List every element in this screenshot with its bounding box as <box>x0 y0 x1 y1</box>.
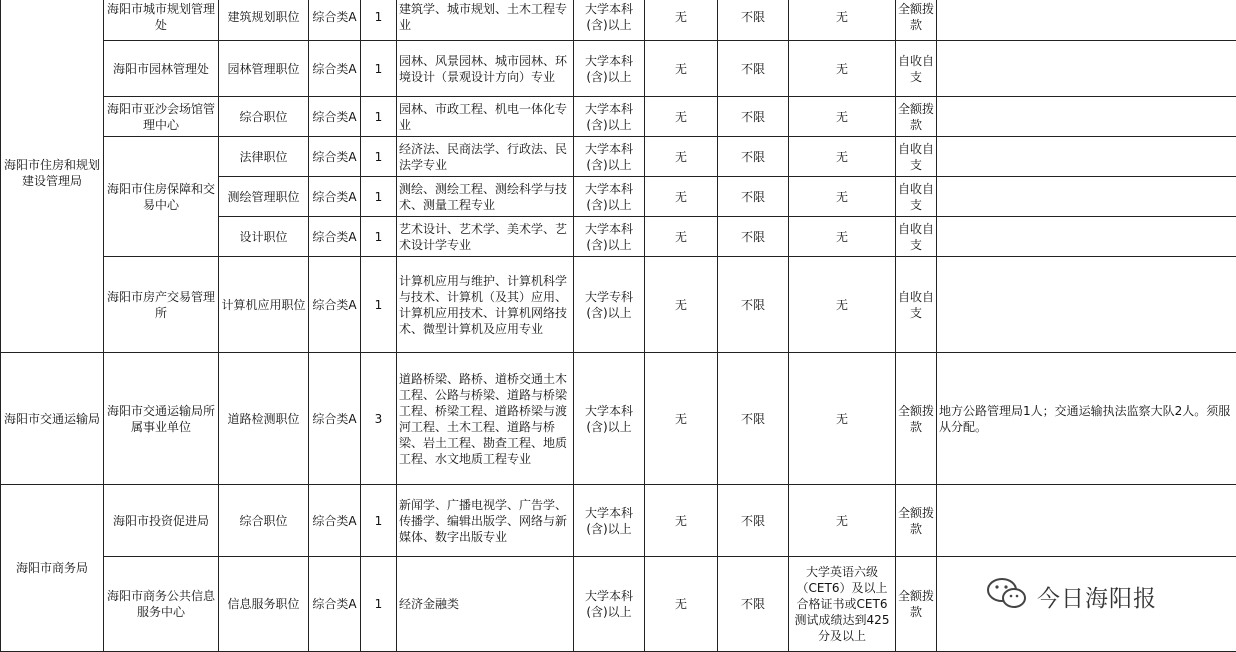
table-row <box>1 353 1236 485</box>
category-cell: 综合类A <box>309 257 361 353</box>
requirement-cell: 不限 <box>718 97 789 137</box>
unit-cell: 海阳市住房保障和交易中心 <box>104 137 219 257</box>
unit-cell: 海阳市交通运输局所属事业单位 <box>104 353 219 485</box>
education-cell: 大学本科(含)以上 <box>574 97 645 137</box>
requirement-cell: 无 <box>789 137 896 177</box>
unit-cell: 海阳市房产交易管理所 <box>104 257 219 353</box>
dept-cell: 海阳市住房和规划建设管理局 <box>1 0 104 353</box>
count-cell: 1 <box>361 0 397 41</box>
requirement-cell: 不限 <box>718 0 789 41</box>
note-cell <box>937 0 1236 41</box>
count-cell: 1 <box>361 177 397 217</box>
position-cell: 建筑规划职位 <box>219 0 309 41</box>
major-cell: 测绘、测绘工程、测绘科学与技术、测量工程专业 <box>397 177 574 217</box>
dept-cell: 海阳市商务局 <box>1 485 104 652</box>
position-cell: 计算机应用职位 <box>219 257 309 353</box>
funding-cell: 全额拨款 <box>896 557 937 652</box>
unit-cell: 海阳市园林管理处 <box>104 41 219 97</box>
category-cell: 综合类A <box>309 41 361 97</box>
education-cell: 大学本科(含)以上 <box>574 217 645 257</box>
funding-cell: 自收自支 <box>896 217 937 257</box>
position-cell: 法律职位 <box>219 137 309 177</box>
unit-cell: 海阳市亚沙会场馆管理中心 <box>104 97 219 137</box>
requirement-cell: 无 <box>645 353 718 485</box>
count-cell: 1 <box>361 485 397 557</box>
requirement-cell: 不限 <box>718 485 789 557</box>
education-cell: 大学专科(含)以上 <box>574 257 645 353</box>
unit-cell: 海阳市城市规划管理处 <box>104 0 219 41</box>
category-cell: 综合类A <box>309 353 361 485</box>
count-cell: 1 <box>361 137 397 177</box>
requirement-cell: 无 <box>645 41 718 97</box>
table-row <box>1 97 1236 137</box>
education-cell: 大学本科(含)以上 <box>574 485 645 557</box>
requirement-cell: 无 <box>645 0 718 41</box>
requirement-cell: 不限 <box>718 353 789 485</box>
funding-cell: 全额拨款 <box>896 97 937 137</box>
requirement-cell: 不限 <box>718 217 789 257</box>
education-cell: 大学本科(含)以上 <box>574 137 645 177</box>
education-cell: 大学本科(含)以上 <box>574 177 645 217</box>
funding-cell: 全额拨款 <box>896 353 937 485</box>
category-cell: 综合类A <box>309 137 361 177</box>
category-cell: 综合类A <box>309 485 361 557</box>
major-cell: 计算机应用与维护、计算机科学与技术、计算机（及其）应用、计算机应用技术、计算机网络技术、微型计算机及应用专业 <box>397 257 574 353</box>
note-cell <box>937 485 1236 557</box>
requirement-cell: 无 <box>789 97 896 137</box>
funding-cell: 自收自支 <box>896 137 937 177</box>
watermark-text: 今日海阳报 <box>1037 580 1157 613</box>
count-cell: 1 <box>361 41 397 97</box>
funding-cell: 全额拨款 <box>896 0 937 41</box>
note-cell <box>937 137 1236 177</box>
requirement-cell: 无 <box>789 0 896 41</box>
position-cell: 测绘管理职位 <box>219 177 309 217</box>
count-cell: 1 <box>361 557 397 652</box>
education-cell: 大学本科(含)以上 <box>574 557 645 652</box>
table-row <box>1 41 1236 97</box>
major-cell: 园林、市政工程、机电一体化专业 <box>397 97 574 137</box>
count-cell: 3 <box>361 353 397 485</box>
dept-cell: 海阳市交通运输局 <box>1 353 104 485</box>
funding-cell: 自收自支 <box>896 257 937 353</box>
requirement-cell: 无 <box>645 557 718 652</box>
requirement-cell: 无 <box>645 217 718 257</box>
education-cell: 大学本科(含)以上 <box>574 353 645 485</box>
education-cell: 大学本科(含)以上 <box>574 0 645 41</box>
position-cell: 综合职位 <box>219 97 309 137</box>
count-cell: 1 <box>361 97 397 137</box>
funding-cell: 全额拨款 <box>896 485 937 557</box>
requirement-cell: 无 <box>645 485 718 557</box>
position-cell: 信息服务职位 <box>219 557 309 652</box>
table-row <box>1 257 1236 353</box>
table-row <box>1 0 1236 41</box>
requirement-cell: 无 <box>789 177 896 217</box>
category-cell: 综合类A <box>309 177 361 217</box>
requirement-cell: 无 <box>789 217 896 257</box>
major-cell: 道路桥梁、路桥、道桥交通土木工程、公路与桥梁、道路与桥梁工程、桥梁工程、道路桥梁与渡河工程、土木工程、道路与桥梁、岩土工程、勘查工程、地质工程、水文地质工程专业 <box>397 353 574 485</box>
funding-cell: 自收自支 <box>896 41 937 97</box>
note-cell: 地方公路管理局1人；交通运输执法监察大队2人。须服从分配。 <box>937 353 1236 485</box>
note-cell <box>937 177 1236 217</box>
unit-cell: 海阳市商务公共信息服务中心 <box>104 557 219 652</box>
unit-cell: 海阳市投资促进局 <box>104 485 219 557</box>
requirement-cell: 无 <box>645 137 718 177</box>
category-cell: 综合类A <box>309 97 361 137</box>
requirement-cell: 大学英语六级（CET6）及以上合格证书或CET6测试成绩达到425分及以上 <box>789 557 896 652</box>
requirement-cell: 无 <box>789 485 896 557</box>
position-cell: 园林管理职位 <box>219 41 309 97</box>
major-cell: 园林、风景园林、城市园林、环境设计（景观设计方向）专业 <box>397 41 574 97</box>
major-cell: 经济法、民商法学、行政法、民法学专业 <box>397 137 574 177</box>
position-cell: 综合职位 <box>219 485 309 557</box>
requirement-cell: 不限 <box>718 137 789 177</box>
category-cell: 综合类A <box>309 217 361 257</box>
count-cell: 1 <box>361 217 397 257</box>
major-cell: 新闻学、广播电视学、广告学、传播学、编辑出版学、网络与新媒体、数字出版专业 <box>397 485 574 557</box>
position-cell: 设计职位 <box>219 217 309 257</box>
note-cell <box>937 41 1236 97</box>
count-cell: 1 <box>361 257 397 353</box>
category-cell: 综合类A <box>309 0 361 41</box>
requirement-cell: 无 <box>789 353 896 485</box>
position-cell: 道路检测职位 <box>219 353 309 485</box>
major-cell: 建筑学、城市规划、土木工程专业 <box>397 0 574 41</box>
requirement-cell: 无 <box>789 41 896 97</box>
note-cell <box>937 257 1236 353</box>
table-row <box>1 485 1236 557</box>
category-cell: 综合类A <box>309 557 361 652</box>
requirement-cell: 不限 <box>718 557 789 652</box>
watermark <box>985 574 1157 618</box>
major-cell: 经济金融类 <box>397 557 574 652</box>
major-cell: 艺术设计、艺术学、美术学、艺术设计学专业 <box>397 217 574 257</box>
note-cell <box>937 97 1236 137</box>
funding-cell: 自收自支 <box>896 177 937 217</box>
requirement-cell: 不限 <box>718 177 789 217</box>
requirement-cell: 不限 <box>718 41 789 97</box>
wechat-icon <box>985 574 1029 618</box>
table-row <box>1 137 1236 177</box>
requirement-cell: 无 <box>645 97 718 137</box>
requirement-cell: 无 <box>789 257 896 353</box>
requirement-cell: 不限 <box>718 257 789 353</box>
requirement-cell: 无 <box>645 177 718 217</box>
requirement-cell: 无 <box>645 257 718 353</box>
note-cell <box>937 217 1236 257</box>
education-cell: 大学本科(含)以上 <box>574 41 645 97</box>
